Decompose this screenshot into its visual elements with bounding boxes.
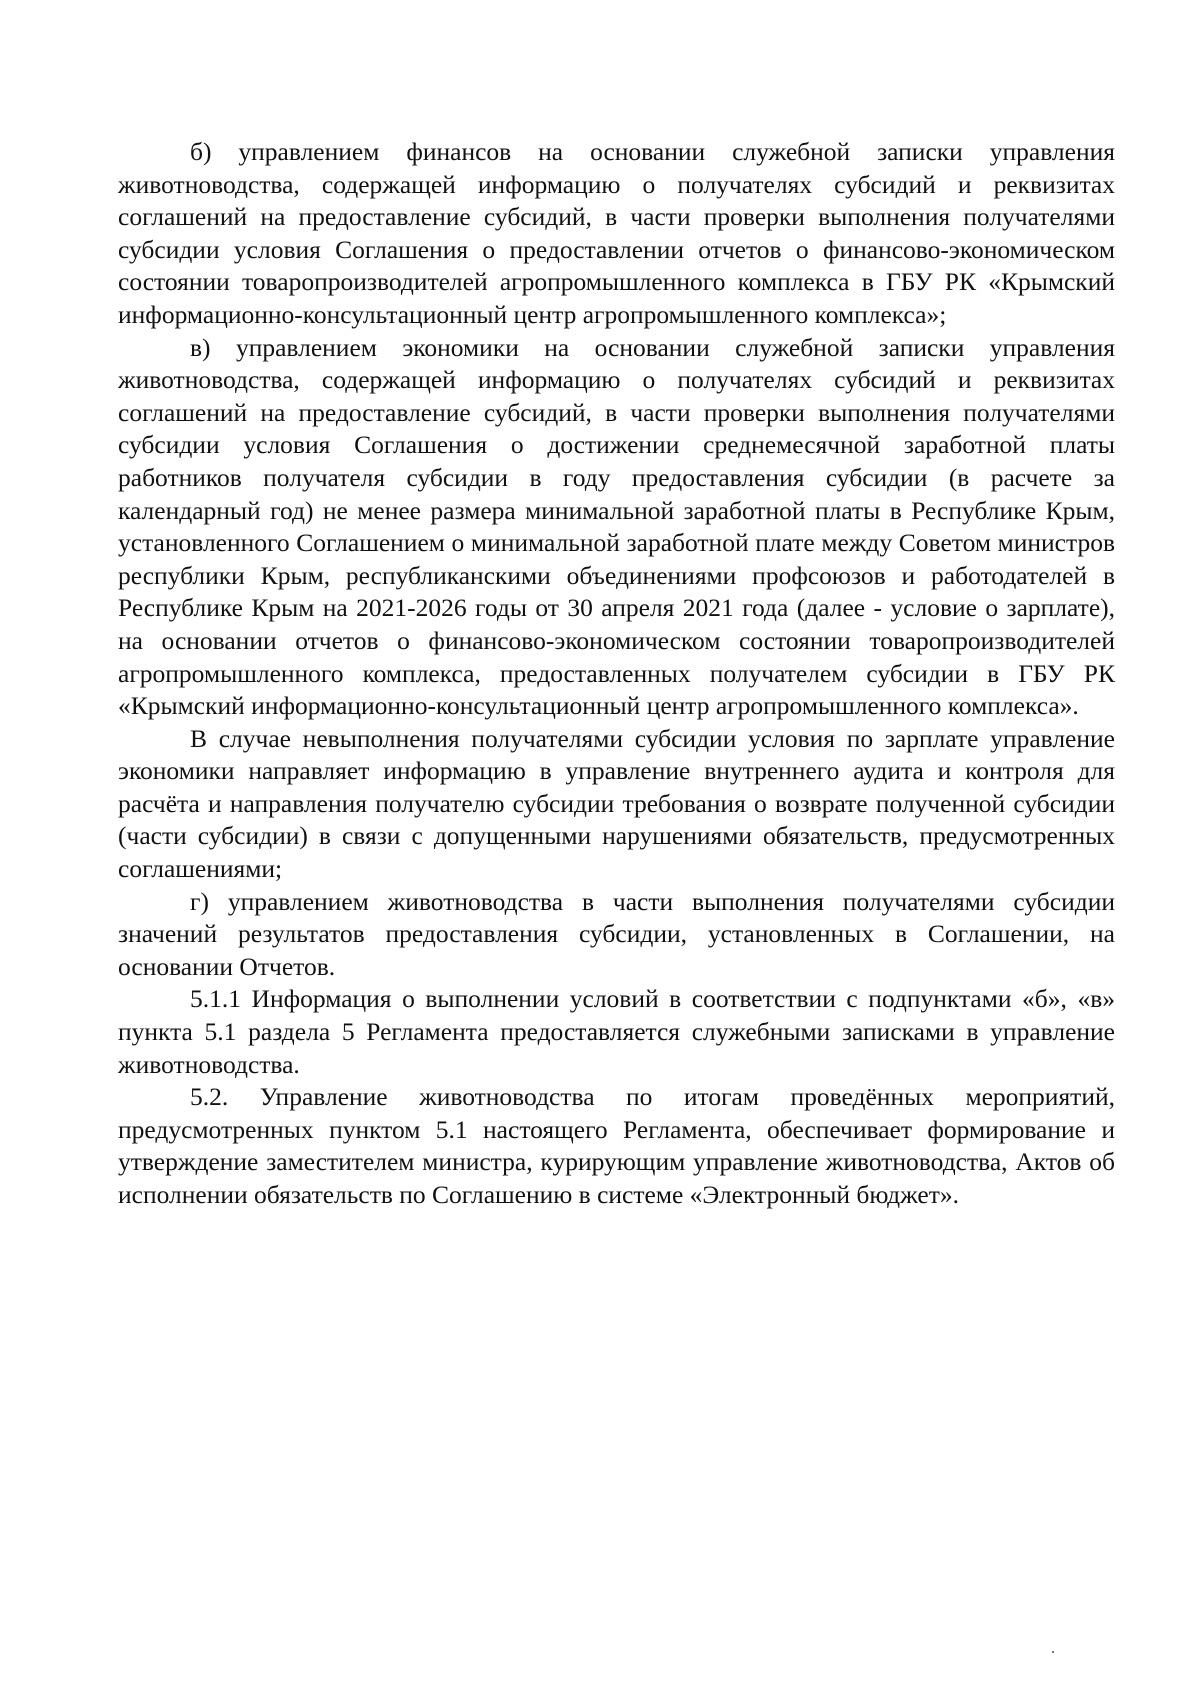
document-body (118, 136, 1115, 1212)
paragraph-salary-violation: В случае невыполнения получателями субсидии условия по зарплате управление экономики направляет информацию в управление внутреннего аудита и контроля для расчёта и направления получателю субсидии требования о возврате полученной субсидии (части субсидии) в связи с допущенными нарушениями обязательств, предусмотренных соглашениями; (118, 723, 1115, 884)
paragraph-g: г) управлением животноводства в части выполнения получателями субсидии значений результатов предоставления субсидии, установленных в Соглашении, на основании Отчетов. (118, 886, 1115, 981)
paragraph-5-2: 5.2. Управление животноводства по итогам проведённых мероприятий, предусмотренных пунктом 5.1 настоящего Регламента, обеспечивает формирование и утверждение заместителем министра, курирующим управление животноводства, Актов об исполнении обязательств по Соглашению в системе «Электронный бюджет». (118, 1082, 1115, 1209)
paragraph-v: в) управлением экономики на основании служебной записки управления животноводства, содержащей информацию о получателях субсидий и реквизитах соглашений на предоставление субсидий, в части проверки выполнения получателями субсидии условия Соглашения о достижении среднемесячной заработной платы работников получателя субсидии в году предоставления субсидии (в расчете за календарный год) не менее размера минимальной заработной платы в Республике Крым, установленного Соглашением о минимальной заработной плате между Советом министров республики Крым, республиканскими объединениями профсоюзов и работодателей в Республике Крым на 2021-2026 годы от 30 апреля 2021 года (далее - условие о зарплате), на основании отчетов о финансово-экономическом состоянии товаропроизводителей агропромышленного комплекса, предоставленных получателем субсидии в ГБУ РК «Крымский информационно-консультационный центр агропромышленного комплекса». (118, 332, 1115, 721)
paragraph-5-1-1: 5.1.1 Информация о выполнении условий в соответствии с подпунктами «б», «в» пункта 5.1 раздела 5 Регламента предоставляется служебными записками в управление животноводства. (118, 984, 1115, 1079)
scan-speck (1052, 1651, 1054, 1653)
paragraph-b: б) управлением финансов на основании служебной записки управления животноводства, содержащей информацию о получателях субсидий и реквизитах соглашений на предоставление субсидий, в части проверки выполнения получателями субсидии условия Соглашения о предоставлении отчетов о финансово-экономическом состоянии товаропроизводителей агропромышленного комплекса в ГБУ РК «Крымский информационно-консультационный центр агропромышленного комплекса»; (118, 137, 1115, 329)
